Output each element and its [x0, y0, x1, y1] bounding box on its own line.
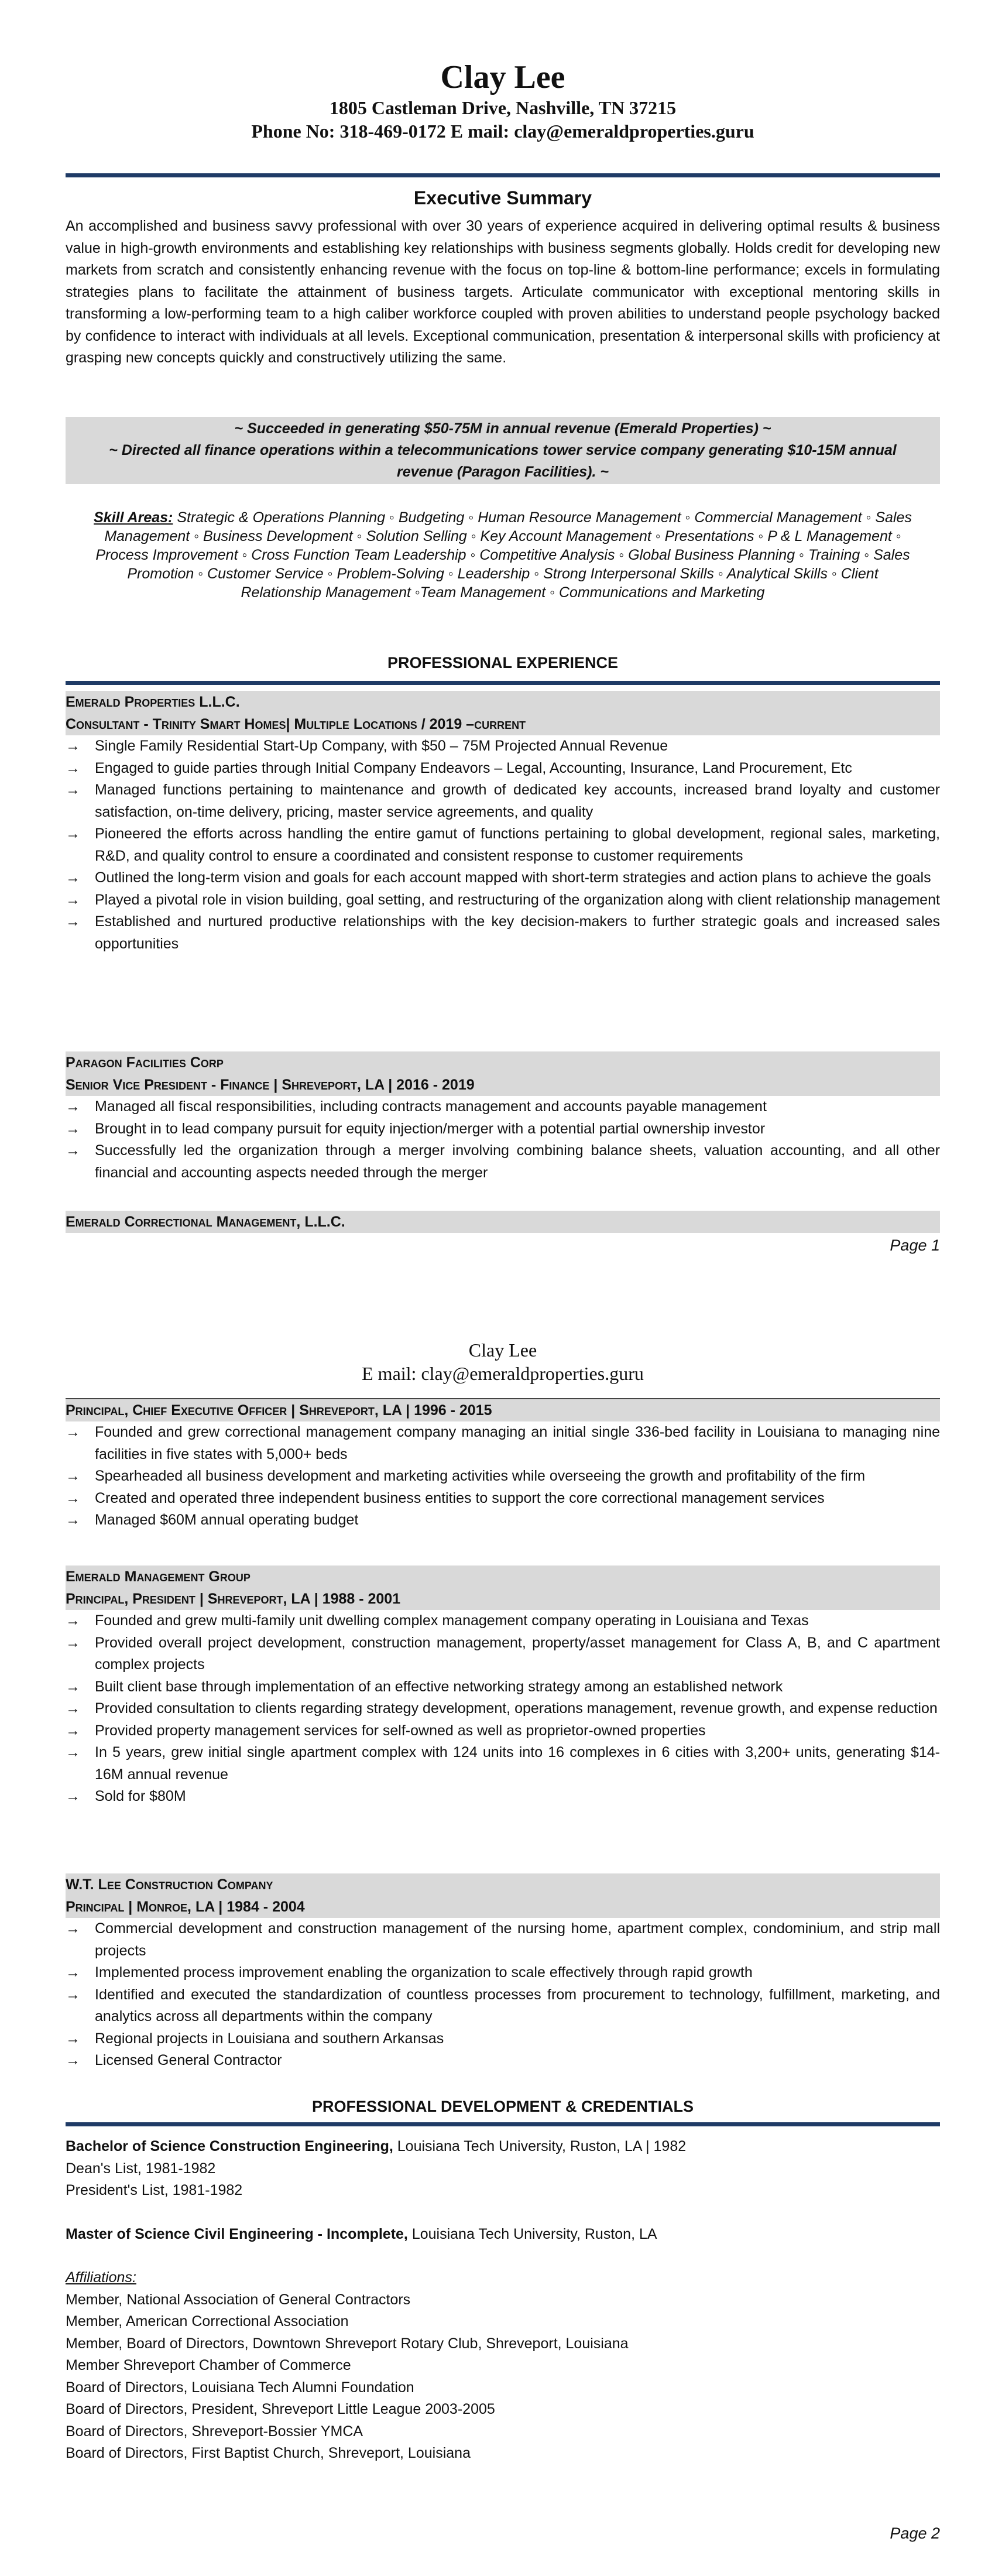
experience-title: PROFESSIONAL EXPERIENCE	[387, 654, 619, 672]
list-item: → Spearheaded all business development and marketing activities while overseeing the growth and profitability of the firm	[66, 1468, 866, 1484]
list-item: → Pioneered the efforts across handling the entire gamut of functions pertaining to global development, regional sales, marketing, R&D, and quality control to ensure a coordinated and consistent response to customer requirements	[66, 825, 940, 864]
list-item: Board of Directors, President, Shreveport Little League 2003-2005	[66, 2401, 495, 2417]
job-bullets	[66, 735, 940, 955]
list-item: → Identified and executed the standardization of countless processes from procurement to technology, fulfillment, marketing, and analytics across all departments within the company	[66, 1986, 940, 2025]
list-item: → Regional projects in Louisiana and southern Arkansas	[66, 2030, 444, 2047]
candidate-address: 1805 Castleman Drive, Nashville, TN 37215	[329, 97, 677, 118]
page-number: Page 2	[890, 2524, 940, 2542]
list-item: Board of Directors, Louisiana Tech Alumni Foundation	[66, 2379, 414, 2396]
job-wt-lee-construction	[66, 1873, 940, 2072]
highlight-line-1: ~ Succeeded in generating $50-75M in annual revenue (Emerald Properties) ~	[234, 420, 771, 437]
list-item: Member, Board of Directors, Downtown Shreveport Rotary Club, Shreveport, Louisiana	[66, 2335, 629, 2352]
list-item: → Implemented process improvement enabling the organization to scale effectively through rapid growth	[66, 1964, 753, 1981]
executive-summary-section	[66, 183, 940, 369]
candidate-contact: Phone No: 318-469-0172 E mail: clay@emeraldproperties.guru	[251, 121, 754, 142]
skill-areas-list: Strategic & Operations Planning ◦ Budgeting ◦ Human Resource Management ◦ Commercial Management ◦ Sales Management ◦ Business Development ◦ Solution Selling ◦ Key Account Management ◦ Presentations ◦ P & L Management ◦ Process Improvement ◦ Cross Function Team Leadership ◦ Competitive Analysis ◦ Global Business Planning ◦ Training ◦ Sales Promotion ◦ Customer Service ◦ Problem-Solving ◦ Leadership ◦ Strong Interpersonal Skills ◦ Analytical Skills ◦ Client Relationship Management ◦Team Management ◦ Communications and Marketing	[95, 509, 912, 601]
header-rule	[66, 173, 940, 177]
list-item: → Single Family Residential Start-Up Company, with $50 – 75M Projected Annual Revenue	[66, 738, 668, 754]
degree-bachelor: Bachelor of Science Construction Engineering, Louisiana Tech University, Ruston, LA | 1982	[66, 2138, 687, 2154]
list-item: Member, National Association of General Contractors	[66, 2291, 411, 2308]
page2-header	[66, 1338, 940, 1385]
skill-areas-label: Skill Areas:	[94, 509, 173, 526]
list-item: → Commercial development and construction management of the nursing home, apartment complex, condominium, and strip mall projects	[66, 1920, 940, 1959]
job-emerald-correctional-header	[66, 1211, 940, 1233]
job-company: Emerald Management Group	[66, 1566, 940, 1588]
job-paragon-facilities	[66, 1051, 940, 1184]
page-footer-2	[66, 2524, 940, 2543]
candidate-name: Clay Lee	[440, 59, 565, 95]
executive-summary-title: Executive Summary	[413, 187, 592, 208]
skill-areas	[88, 508, 918, 602]
job-role: Consultant - Trinity Smart Homes| Multiple Locations / 2019 –current	[66, 713, 940, 735]
list-item: → Sold for $80M	[66, 1788, 186, 1804]
deans-list: Dean's List, 1981-1982	[66, 2160, 216, 2177]
job-bullets	[66, 1096, 940, 1184]
list-item: → Outlined the long-term vision and goals for each account mapped with short-term strategies and action plans to achieve the goals	[66, 869, 931, 886]
candidate-name: Clay Lee	[468, 1340, 537, 1361]
job-emerald-properties	[66, 691, 940, 955]
list-item: → Provided property management services for self-owned as well as proprietor-owned properties	[66, 1722, 706, 1739]
highlight-box	[66, 417, 940, 484]
list-item: → Built client base through implementation of an effective networking strategy among an established network	[66, 1678, 783, 1695]
list-item: → Managed $60M annual operating budget	[66, 1512, 359, 1528]
list-item: → In 5 years, grew initial single apartment complex with 124 units into 16 complexes in 6 cities with 3,200+ units, generating $14-16M annual revenue	[66, 1744, 940, 1783]
education-title: PROFESSIONAL DEVELOPMENT & CREDENTIALS	[311, 2098, 694, 2115]
list-item: Member Shreveport Chamber of Commerce	[66, 2357, 351, 2373]
list-item: → Established and nurtured productive relationships with the key decision-makers to further strategic goals and increased sales opportunities	[66, 913, 940, 952]
list-item: → Founded and grew multi-family unit dwelling complex management company operating in Louisiana and Texas	[66, 1612, 809, 1629]
list-item: Member, American Correctional Association	[66, 2313, 349, 2330]
list-item: → Engaged to guide parties through Initial Company Endeavors – Legal, Accounting, Insurance, Land Procurement, Etc	[66, 759, 852, 776]
education-rule	[66, 2122, 940, 2126]
list-item: → Founded and grew correctional management company managing an initial single 336-bed facility in Louisiana to managing nine facilities in five states with 5,000+ beds	[66, 1424, 940, 1462]
executive-summary-body: An accomplished and business savvy professional with over 30 years of experience acquired in delivering optimal results & business value in high-growth environments and establishing key relationships with business segments globally. Holds credit for developing new markets from scratch and consistently enhancing revenue with the focus on top-line & bottom-line performance; excels in formulating strategies plans to facilitate the attainment of business targets. Articulate communicator with exceptional mentoring skills in transforming a low-performing team to a high caliber workforce coupled with proven abilities to understand people psychology backed by confidence to interact with individuals at all levels. Exceptional communication, presentation & interpersonal skills with proficiency at grasping new concepts quickly and constructively utilizing the same.	[66, 218, 940, 366]
page1-header	[66, 59, 940, 143]
list-item: → Brought in to lead company pursuit for equity injection/merger with a potential partial ownership investor	[66, 1120, 766, 1137]
affiliations-label: Affiliations:	[66, 2269, 136, 2286]
job-role: Senior Vice President - Finance | Shreveport, LA | 2016 - 2019	[66, 1074, 940, 1096]
list-item: Board of Directors, First Baptist Church, Shreveport, Louisiana	[66, 2445, 471, 2461]
job-company: Emerald Correctional Management, L.L.C.	[66, 1211, 940, 1233]
education-section-header	[66, 2095, 940, 2118]
list-item: → Successfully led the organization through a merger involving combining balance sheets, valuation accounting, and all other financial and accounting aspects needed through the merger	[66, 1142, 940, 1181]
job-role: Principal | Monroe, LA | 1984 - 2004	[66, 1896, 940, 1918]
list-item: → Managed functions pertaining to maintenance and growth of dedicated key accounts, increased brand loyalty and customer satisfaction, on-time delivery, pricing, master service agreements, and quality	[66, 782, 940, 820]
page-number: Page 1	[890, 1236, 940, 1254]
job-role: Principal, Chief Executive Officer | Shreveport, LA | 1996 - 2015	[66, 1399, 940, 1421]
highlight-line-2: ~ Directed all finance operations within a telecommunications tower service company generating $10-15M annual revenue (Paragon Facilities). ~	[109, 442, 897, 480]
job-bullets	[66, 1610, 940, 1808]
job-bullets	[66, 1421, 940, 1532]
page-footer-1	[66, 1236, 940, 1255]
list-item: → Licensed General Contractor	[66, 2052, 282, 2068]
resume-page-2	[0, 1288, 995, 2576]
list-item: Board of Directors, Shreveport-Bossier YMCA	[66, 2423, 363, 2440]
candidate-email: E mail: clay@emeraldproperties.guru	[362, 1363, 644, 1384]
list-item: → Played a pivotal role in vision building, goal setting, and restructuring of the organization along with client relationship management	[66, 891, 940, 908]
job-company: W.T. Lee Construction Company	[66, 1873, 940, 1896]
education-list	[66, 2136, 940, 2465]
job-bullets	[66, 1918, 940, 2072]
list-item: → Provided overall project development, construction management, property/asset management for Class A, B, and C apartment complex projects	[66, 1634, 940, 1673]
list-item: → Provided consultation to clients regarding strategy development, operations management, revenue growth, and expense reduction	[66, 1700, 938, 1717]
job-emerald-management-group	[66, 1566, 940, 1808]
experience-section-header	[66, 651, 940, 674]
job-company: Emerald Properties L.L.C.	[66, 691, 940, 713]
list-item: → Managed all fiscal responsibilities, including contracts management and accounts payable management	[66, 1098, 767, 1115]
degree-master: Master of Science Civil Engineering - Incomplete, Louisiana Tech University, Ruston, LA	[66, 2225, 657, 2242]
list-item: → Created and operated three independent business entities to support the core correctional management services	[66, 1489, 825, 1506]
job-company: Paragon Facilities Corp	[66, 1051, 940, 1074]
presidents-list: President's List, 1981-1982	[66, 2182, 243, 2198]
job-emerald-correctional	[66, 1399, 940, 1532]
experience-rule	[66, 681, 940, 685]
job-role: Principal, President | Shreveport, LA | 1988 - 2001	[66, 1588, 940, 1610]
